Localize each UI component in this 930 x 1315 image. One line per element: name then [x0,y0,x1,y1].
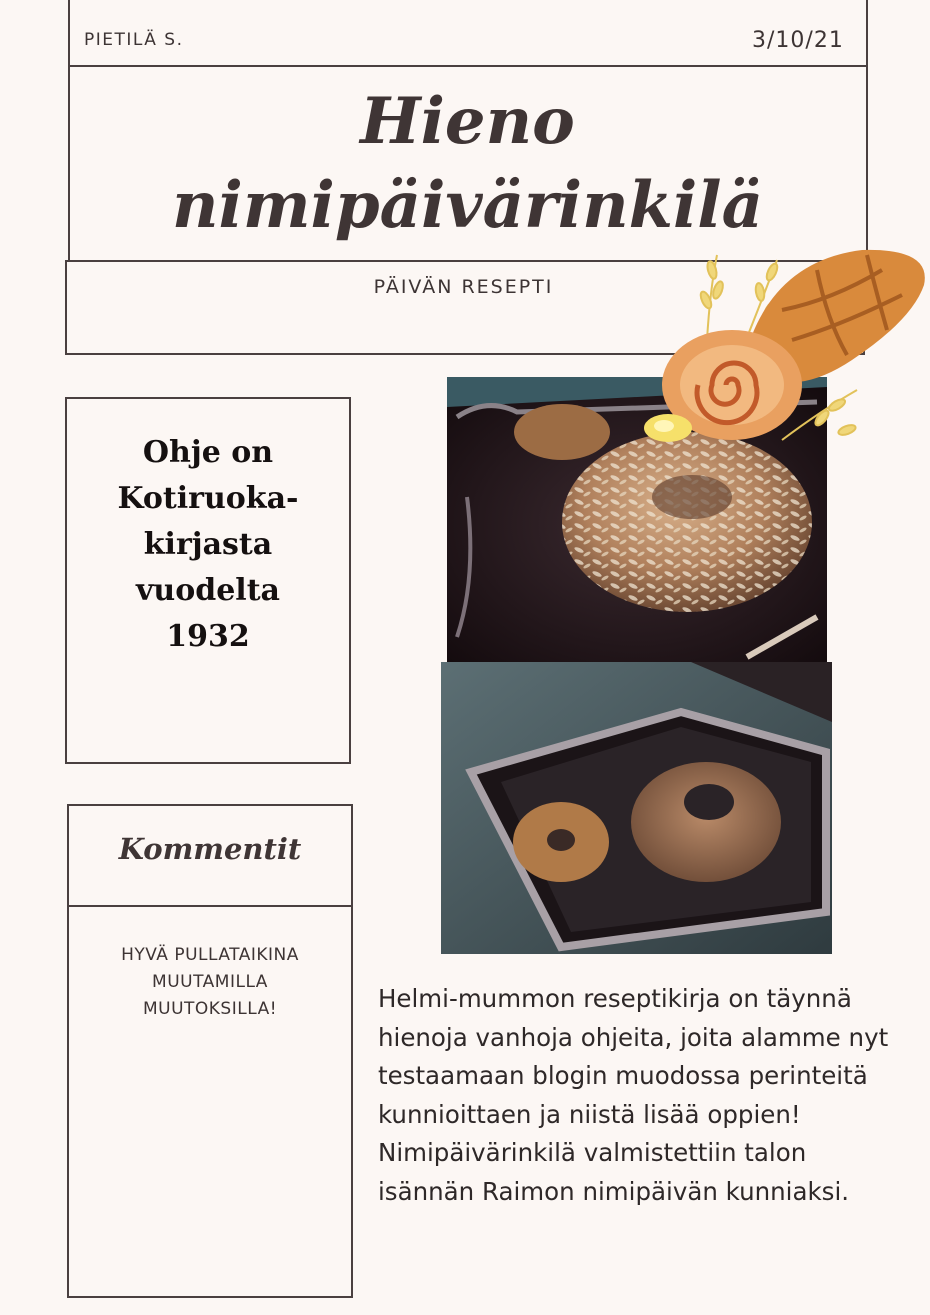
comment-text [88,942,332,1023]
note-line-4: 1932 [166,619,250,654]
title-line-1: Hieno [360,84,575,159]
photo-breads-on-tray [441,662,832,954]
comment-line-2: MUUTAMILLA [152,972,268,992]
comment-line-1: HYVÄ PULLATAIKINA [121,945,299,965]
article-body [378,980,898,1211]
body-paragraph-1: Helmi-mummon reseptikirja on täynnä hienoja vanhoja ohjeita, joita alamme nyt testaamaan blogin muodossa perinteitä kunnioittaen ja niistä lisää oppien! [378,984,889,1129]
title-line-2: nimipäivärinkilä [171,168,764,243]
page-title [70,80,865,248]
section-subtitle: PÄIVÄN RESEPTI [373,276,554,298]
comment-line-3: MUUTOKSILLA! [142,999,278,1019]
note-line-1: Ohje on [142,435,274,470]
note-line-3: kirjasta vuodelta [135,527,280,608]
post-date: 3/10/21 [752,28,844,53]
comments-heading: Kommentit [118,832,302,866]
body-paragraph-2: Nimipäivärinkilä valmistettiin talon isännän Raimon nimipäivän kunniaksi. [378,1138,850,1206]
recipe-source-note [72,430,344,660]
author-name: PIETILÄ S. [84,30,184,50]
header-author-box [68,0,868,67]
note-line-2: Kotiruoka- [117,481,299,516]
bakery-illustration-icon [632,240,930,480]
